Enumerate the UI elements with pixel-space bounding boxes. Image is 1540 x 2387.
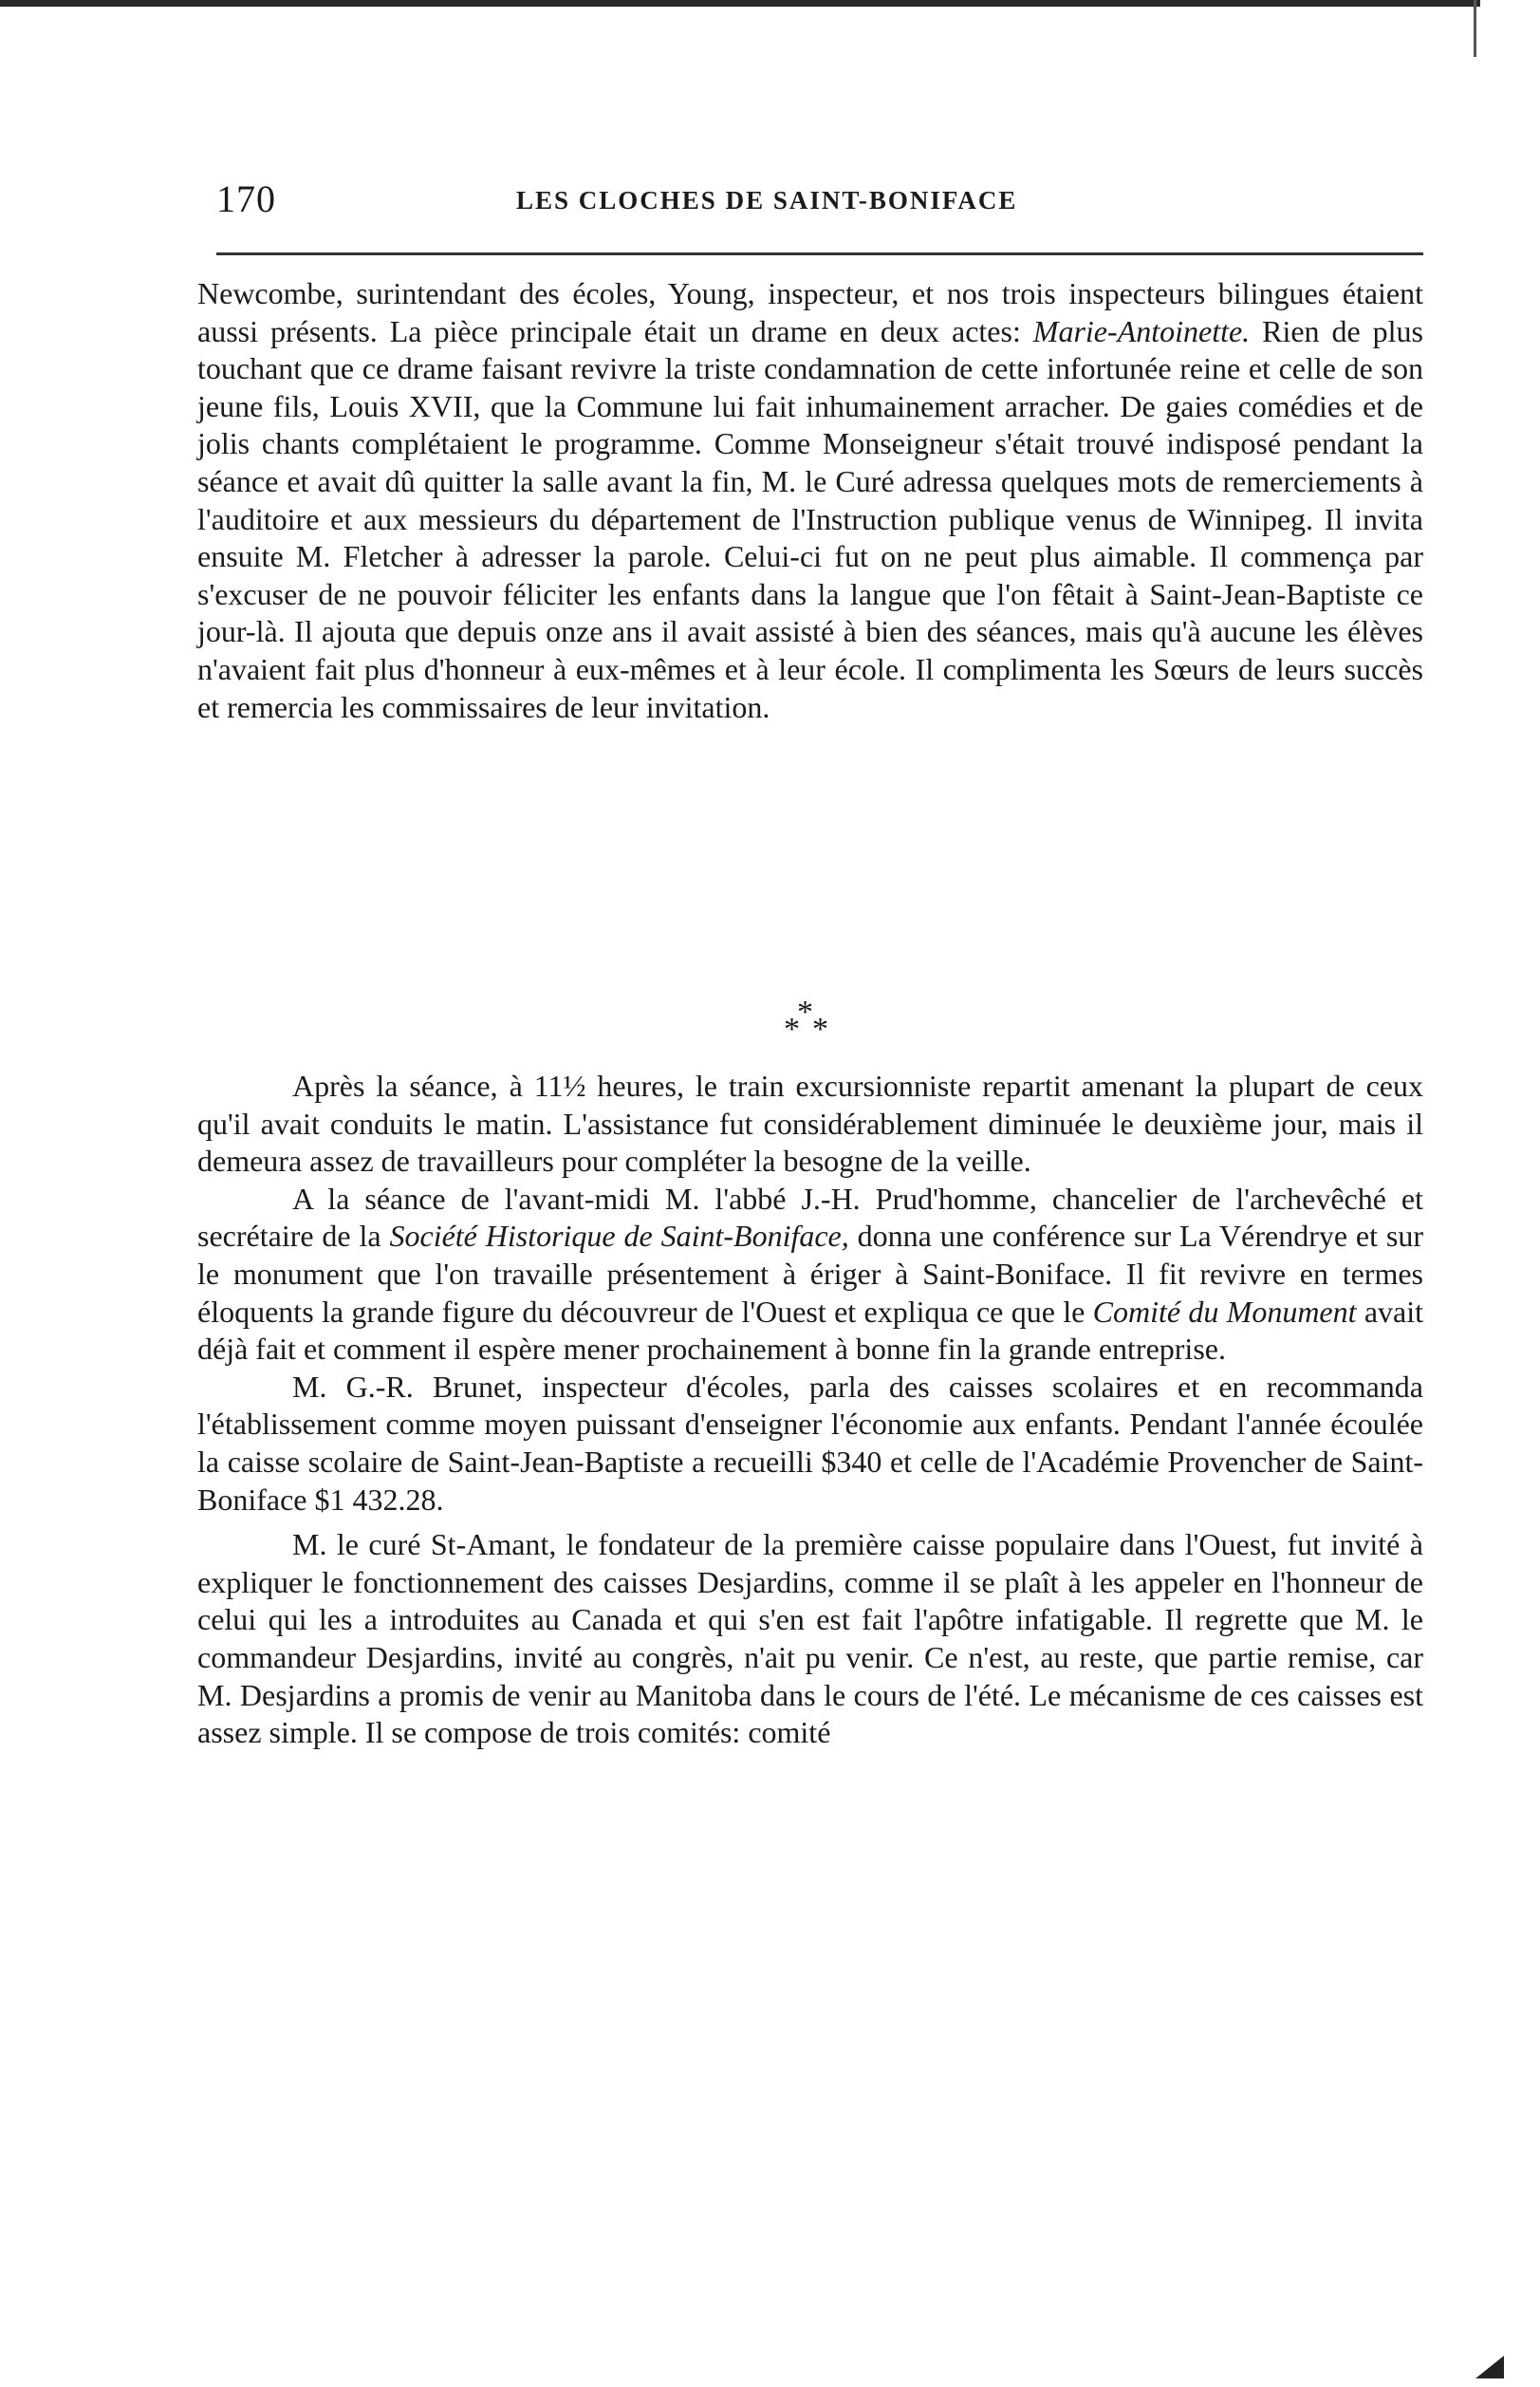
running-title: LES CLOCHES DE SAINT-BONIFACE bbox=[516, 186, 1018, 214]
society-name-emphasis: Société Historique de Saint-Boniface, bbox=[389, 1219, 849, 1254]
paragraph-2 bbox=[197, 1068, 1423, 1181]
section-asterism bbox=[778, 995, 835, 1052]
right-edge-mark bbox=[1474, 0, 1476, 57]
top-border-rule bbox=[0, 0, 1480, 7]
committee-name-emphasis: Comité du Monument bbox=[1092, 1294, 1357, 1329]
text-block-upper bbox=[197, 275, 1423, 726]
paragraph-2-text: Après la séance, à 11½ heures, le train excursionniste repartit amenant la plupart de ceux qu'il avait conduits le matin. L'assistance fut considérablement diminuée le deuxième jour, mais il demeura assez de travailleurs pour compléter la besogne de la veille. bbox=[197, 1069, 1423, 1179]
asterism-star-right: * bbox=[812, 1012, 828, 1047]
paragraph-3-text-b: donna une conférence sur La Vérendrye et sur le monument que l'on travaille présentement à ériger à Saint-Boniface. Il fit revivre en termes éloquents la grande figure du découvreur de l'Ouest et expliqua ce que le bbox=[197, 1219, 1424, 1329]
paragraph-3 bbox=[197, 1181, 1423, 1369]
text-block-lower bbox=[197, 1068, 1423, 1752]
paragraph-3-text-c: avait déjà fait et comment il espère mener prochainement à bonne fin la grande entreprise. bbox=[197, 1294, 1424, 1367]
paragraph-5 bbox=[197, 1526, 1423, 1752]
paragraph-4 bbox=[197, 1369, 1423, 1519]
paragraph-1-text-a: Newcombe, surintendant des écoles, Young, inspecteur, et nos trois inspecteurs bilingues étaient aussi présents. La pièce principale était un drame en deux actes: bbox=[197, 276, 1423, 348]
header-rule bbox=[216, 252, 1423, 255]
paragraph-4-text: M. G.-R. Brunet, inspecteur d'écoles, parla des caisses scolaires et en recommanda l'établissement comme moyen puissant d'enseigner l'économie aux enfants. Pendant l'année écoulée la caisse scolaire de Saint-Jean-Baptiste a recueilli $340 et celle de l'Académie Provencher de Saint-Boniface $1 432.28. bbox=[197, 1369, 1423, 1517]
page-header bbox=[216, 177, 1421, 230]
paragraph-3-text-a: A la séance de l'avant-midi M. l'abbé J.-H. Prud'homme, chancelier de l'archevêché et secrétaire de la bbox=[197, 1181, 1423, 1254]
page-corner-mark bbox=[1475, 2356, 1504, 2378]
paragraph-1-text-b: Rien de plus touchant que ce drame faisant revivre la triste condamnation de cette infortunée reine et celle de son jeune fils, Louis XVII, que la Commune lui fait inhumainement arracher. De gaies comédies et de jolis chants complétaient le programme. Comme Monseigneur s'était trouvé indisposé pendant la séance et avait dû quitter la salle avant la fin, M. le Curé adressa quelques mots de remerciements à l'auditoire et aux messieurs du département de l'Instruction publique venus de Winnipeg. Il invita ensuite M. Fletcher à adresser la parole. Celui-ci fut on ne peut plus aimable. Il commença par s'excuser de ne pouvoir féliciter les enfants dans la langue que l'on fêtait à Saint-Jean-Baptiste ce jour-là. Il ajouta que depuis onze ans il avait assisté à bien des séances, mais qu'à aucune les élèves n'avaient fait plus d'honneur à eux-mêmes et à leur école. Il complimenta les Sœurs de leurs succès et remercia les commissaires de leur invitation. bbox=[197, 313, 1424, 724]
page-number: 170 bbox=[216, 177, 276, 220]
play-title-emphasis: Marie-Antoinette. bbox=[1032, 313, 1251, 348]
paragraph-5-text: M. le curé St-Amant, le fondateur de la première caisse populaire dans l'Ouest, fut invité à expliquer le fonctionnement des caisses Desjardins, comme il se plaît à les appeler en l'honneur de celui qui les a introduites au Canada et qui s'en est fait l'apôtre infatigable. Il regrette que M. le commandeur Desjardins, invité au congrès, n'ait pu venir. Ce n'est, au reste, que partie remise, car M. Desjardins a promis de venir au Manitoba dans le cours de l'été. Le mécanisme de ces caisses est assez simple. Il se compose de trois comités: comité bbox=[197, 1527, 1423, 1750]
asterism-star-left: * bbox=[784, 1012, 800, 1047]
paragraph-1 bbox=[197, 275, 1423, 726]
asterism-star-top: * bbox=[797, 995, 813, 1030]
